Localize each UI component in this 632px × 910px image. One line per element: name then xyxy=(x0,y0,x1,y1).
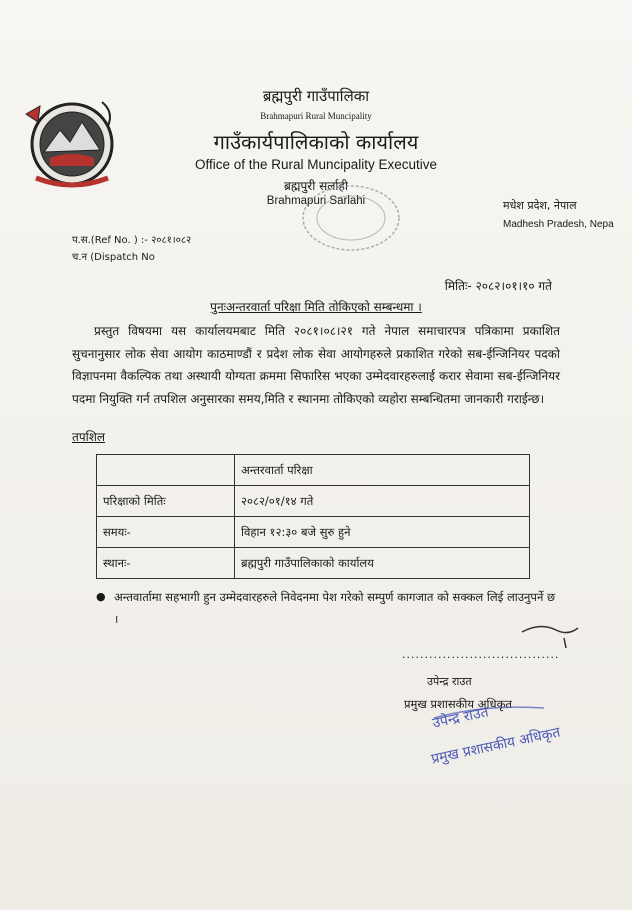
office-name-np: गाउँकार्यपालिकाको कार्यालय xyxy=(213,130,419,154)
signature-line: ................................... xyxy=(402,648,560,661)
exam-time-value: विहान १२:३० बजे सुरु हुने xyxy=(235,517,530,548)
address-np: ब्रह्मपुरी सर्लाही xyxy=(284,179,348,193)
province-en: Madhesh Pradesh, Nepa xyxy=(503,219,614,230)
letter-date: मितिः- २०८२।०१।१० गते xyxy=(444,279,552,293)
bullet-icon: ● xyxy=(96,590,106,603)
stamp-title: प्रमुख प्रशासकीय अधिकृत xyxy=(429,724,562,768)
table-row xyxy=(97,548,530,579)
exam-date-value: २०८२/०१/१४ गते xyxy=(235,486,530,517)
table-row xyxy=(97,517,530,548)
letter-subject: पुनःअन्तरवार्ता परिक्षा मिति तोकिएको सम्बन्धमा । xyxy=(210,300,422,314)
table-heading: अन्तरवार्ता परिक्षा xyxy=(235,455,530,486)
signatory-title: प्रमुख प्रशासकीय अधिकृत xyxy=(404,697,512,711)
table-row xyxy=(97,486,530,517)
exam-venue-value: ब्रह्मपुरी गाउँपालिकाको कार्यालय xyxy=(235,548,530,579)
exam-time-label: समयः- xyxy=(97,517,235,548)
interview-schedule-table xyxy=(96,454,530,579)
signatory-name: उपेन्द्र राउत xyxy=(427,675,472,688)
letter-body: प्रस्तुत विषयमा यस कार्यालयमबाट मिति २०८१।०८।२१ गते नेपाल समाचारपत्र पत्रिकामा प्रकाशित सुचनानुसार लोक सेवा आयोग काठमाण्डौं र प्रदेश लोक सेवा आयोगहरुले प्रकाशित गरेको सब-ईन्जिनियर पदको विज्ञापनमा वैकल्पिक तथा अस्थायी योग्यता क्रममा सिफारिस भएका उम्मेदवारहरुलाई करार सेवामा सब-ईन्जिनियर पदमा नियुक्ति गर्न तपशिल अनुसारका समय,मिति र स्थानमा तोकिएको व्यहोरा सम्बन्धितमा जानकारी गराईन्छ। xyxy=(72,324,560,406)
instruction-note: अन्तवार्तामा सहभागी हुन उम्मेदवारहरुले निवेदनमा पेश गरेको सम्पुर्ण कागजात को सक्कल लिई लाउनुपर्ने छ । xyxy=(114,590,556,626)
table-row xyxy=(97,455,530,486)
table-cell xyxy=(97,455,235,486)
province-np: मधेश प्रदेश, नेपाल xyxy=(503,199,577,212)
exam-venue-label: स्थानः- xyxy=(97,548,235,579)
stamp-name: उपेन्द्र राउत xyxy=(431,704,490,732)
municipality-name-np: ब्रह्मपुरी गाउँपालिका xyxy=(262,87,370,105)
reference-number: प.स.(Ref No. ) :- २०८१।०८२ xyxy=(72,235,192,246)
address-en: Brahmapuri Sarlahi xyxy=(266,195,366,207)
dispatch-number: च.न (Dispatch No xyxy=(72,252,155,263)
exam-date-label: परिक्षाको मितिः xyxy=(97,486,235,517)
office-name-en: Office of the Rural Muncipality Executive xyxy=(194,157,438,172)
office-stamp-icon xyxy=(296,178,406,258)
municipality-name-en: Brahmapuri Rural Muncipality xyxy=(260,111,372,121)
details-heading: तपशिल xyxy=(72,430,106,444)
